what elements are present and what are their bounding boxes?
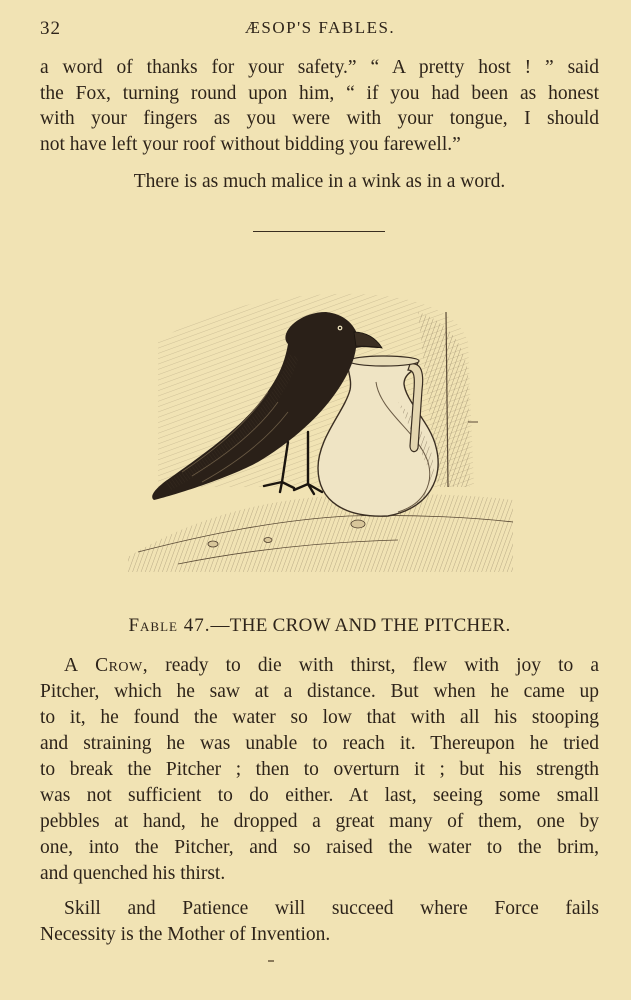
running-title: ÆSOP'S FABLES. [244,18,396,37]
text-line: and straining he was unable to reach it. Thereupon he tried [40,733,599,754]
text-line: and quenched his thirst. [40,863,226,884]
text-line: the Fox, turning round upon him, “ if you had been as honest [40,83,599,104]
moral-line: There is as much malice in a wink as in a word. [133,171,506,192]
section-divider [253,231,385,232]
text-line: with your fingers as you were with your tongue, I should [40,108,599,129]
text-line: Pitcher, which he saw at a distance. But when he came up [40,681,599,702]
text-line: pebbles at hand, he dropped a great many of them, one by [40,811,599,832]
page-header [40,14,600,44]
text-line: not have left your roof without bidding you farewell.” [40,134,461,155]
text-line: to it, he found the water so low that with all his stooping [40,707,599,728]
fable-title: —THE CROW AND THE PITCHER. [210,615,511,636]
fable-number: Fable 47. [128,615,211,636]
printer-mark [268,960,274,962]
text-line: one, into the Pitcher, and so raised the water to the brim, [40,837,599,858]
moral-line: Skill and Patience will succeed where Force fails [64,898,599,919]
fable-caption [40,615,599,637]
text-line: was not sufficient to do either. At last, seeing some small [40,785,599,806]
text-line [40,653,599,678]
page-number: 32 [40,18,61,39]
text-fragment: ready to die with thirst, flew with joy to a [148,655,599,676]
moral-line: Necessity is the Mother of Invention. [40,924,331,945]
text-line: a word of thanks for your safety.” “ A pretty host ! ” said [40,57,599,78]
crow-and-pitcher-illustration [118,272,518,572]
drop-word: A Crow, [64,655,149,676]
text-line: to break the Pitcher ; then to overturn it ; but his strength [40,759,599,780]
